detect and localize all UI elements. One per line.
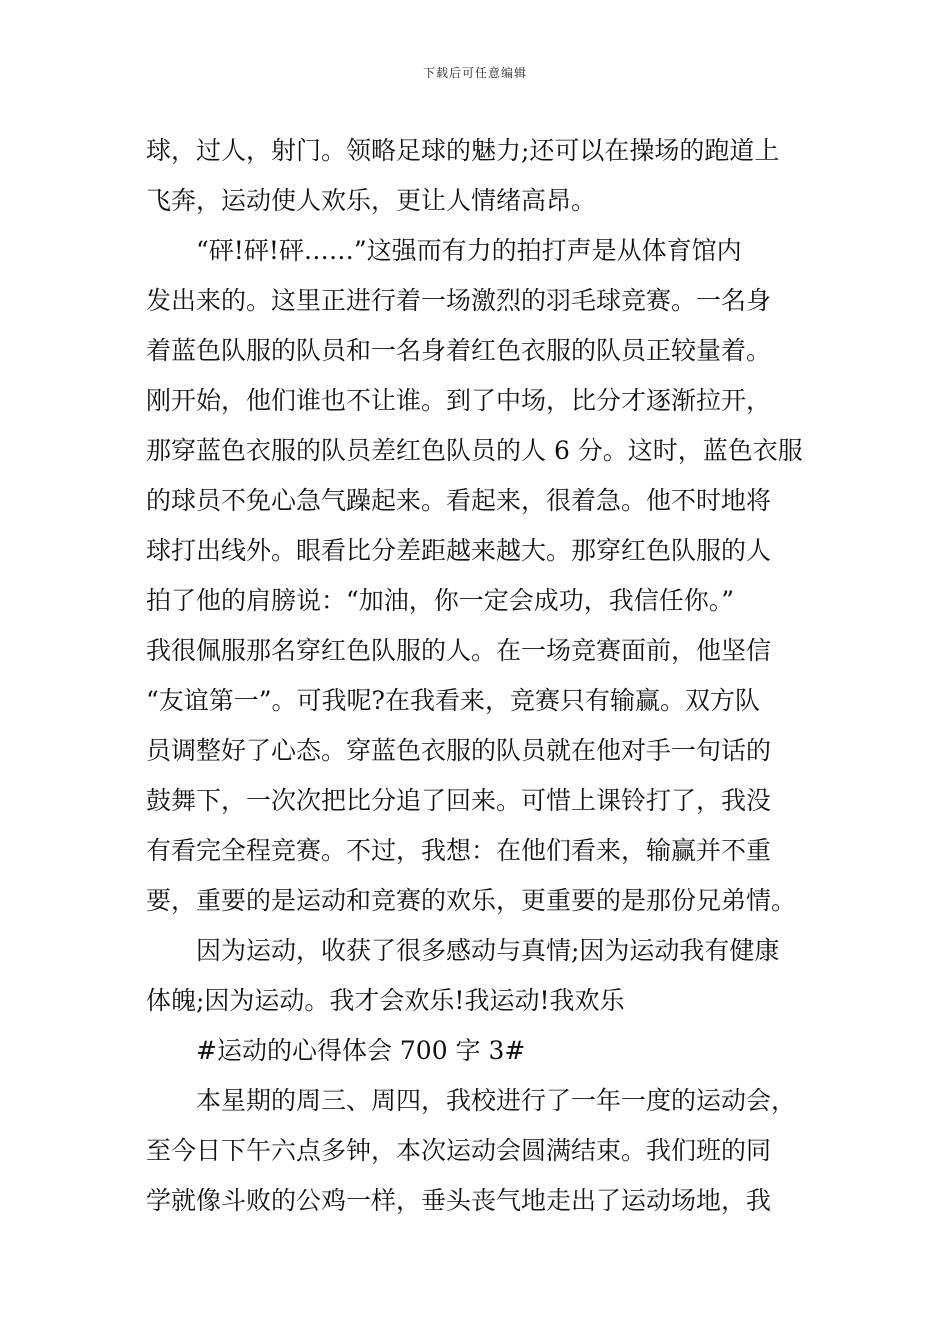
document-body <box>146 126 811 1226</box>
text-line: 本星期的周三、周四，我校进行了一年一度的运动会， <box>196 1086 797 1115</box>
text-line: 刚开始，他们谁也不让谁。到了中场，比分才逐渐拉开， <box>146 386 772 415</box>
text-line: 有看完全程竞赛。不过，我想：在他们看来，输赢并不重 <box>146 836 772 865</box>
text-line: 的球员不免心急气躁起来。看起来，很着急。他不时地将 <box>146 486 772 515</box>
text-line: 球，过人，射门。领略足球的魅力;还可以在操场的跑道上 <box>146 136 780 165</box>
page-header: 下载后可任意编辑 <box>422 66 527 80</box>
text-line: 因为运动，收获了很多感动与真情;因为运动我有健康 <box>196 936 780 965</box>
text-line: 那穿蓝色衣服的队员差红色队员的人 6 分。这时，蓝色衣服 <box>146 436 803 465</box>
text-line: 球打出线外。眼看比分差距越来越大。那穿红色队服的人 <box>146 536 772 565</box>
text-line: 鼓舞下，一次次把比分追了回来。可惜上课铃打了，我没 <box>146 786 772 815</box>
text-line: 飞奔，运动使人欢乐，更让人情绪高昂。 <box>146 186 597 215</box>
text-line: 员调整好了心态。穿蓝色衣服的队员就在他对手一句话的 <box>146 736 772 765</box>
text-line: 至今日下午六点多钟，本次运动会圆满结束。我们班的同 <box>146 1136 772 1165</box>
text-line: 学就像斗败的公鸡一样，垂头丧气地走出了运动场地，我 <box>146 1186 772 1215</box>
text-line: 我很佩服那名穿红色队服的人。在一场竞赛面前，他坚信 <box>146 636 772 665</box>
text-line: “友谊第一”。可我呢?在我看来，竞赛只有输赢。双方队 <box>146 686 760 715</box>
text-line: 体魄;因为运动。我才会欢乐!我运动!我欢乐 <box>146 986 625 1015</box>
text-line: 发出来的。这里正进行着一场激烈的羽毛球竞赛。一名身 <box>146 286 772 315</box>
section-heading: #运动的心得体会 700 字 3# <box>196 1036 526 1065</box>
text-line: 要，重要的是运动和竞赛的欢乐，更重要的是那份兄弟情。 <box>146 886 797 915</box>
text-line: 着蓝色队服的队员和一名身着红色衣服的队员正较量着。 <box>146 336 772 365</box>
text-line: “砰!砰!砰……”这强而有力的拍打声是从体育馆内 <box>196 236 742 265</box>
text-line: 拍了他的肩膀说：“加油，你一定会成功，我信任你。” <box>146 586 735 615</box>
